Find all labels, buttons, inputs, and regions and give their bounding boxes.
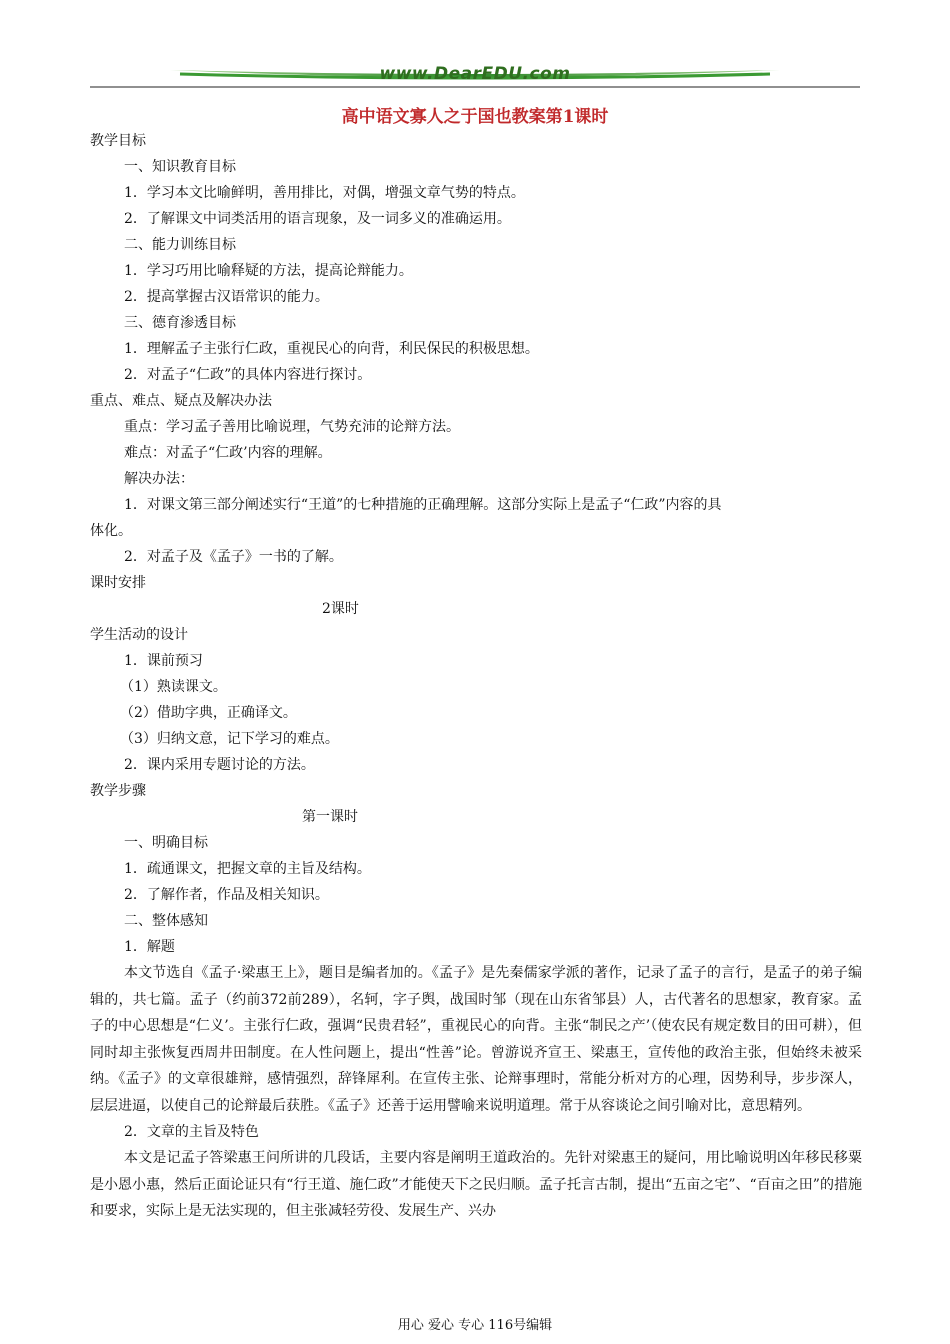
section-heading: 2．文章的主旨及特色 xyxy=(124,1124,259,1140)
text-line: 1．课前预习 xyxy=(124,653,203,669)
text-line: 1．学习本文比喻鲜明，善用排比，对偶，增强文章气势的特点。 xyxy=(124,185,525,201)
text-line: 重点、难点、疑点及解决办法 xyxy=(90,393,272,409)
text-line: 1．学习巧用比喻释疑的方法，提高论辩能力。 xyxy=(124,263,413,279)
text-line: 难点：对孟子“仁政’内容的理解。 xyxy=(124,445,332,461)
document-body xyxy=(90,128,862,1225)
text-line: （2）借助字典，正确译文。 xyxy=(120,705,297,721)
site-header xyxy=(90,62,860,92)
text-line: 三、德育渗透目标 xyxy=(124,315,236,331)
text-line: 1．解题 xyxy=(124,939,175,955)
text-line: 一、明确目标 xyxy=(124,835,208,851)
text-line: 2．对孟子及《孟子》一书的了解。 xyxy=(124,549,343,565)
paragraph-theme: 本文是记孟子答梁惠王问所讲的几段话，主要内容是阐明王道政治的。先针对梁惠王的疑问，用比喻说明凶年移民移粟是小恩小惠，然后正面论证只有“行王道、施仁政”才能使天下之民归顺。孟子托言古制，提出“五亩之宅”、“百亩之田”的措施和要求，实际上是无法实现的，但主张减轻劳役、发展生产、兴办 xyxy=(90,1150,862,1219)
text-line: （1）熟读课文。 xyxy=(120,679,227,695)
text-line: 课时安排 xyxy=(90,575,146,591)
text-line: （3）归纳文意，记下学习的难点。 xyxy=(120,731,339,747)
text-line: 二、能力训练目标 xyxy=(124,237,236,253)
text-line: 体化。 xyxy=(90,523,132,539)
paragraph-intro: 本文节选自《孟子·梁惠王上》，题目是编者加的。《孟子》是先秦儒家学派的著作，记录了孟子的言行，是孟子的弟子编辑的，共七篇。孟子（约前372前289），名轲，字子舆，战国时邹（现在山东省邹县）人，古代著名的思想家，教育家。孟子的中心思想是“仁义’。主张行仁政，强调“民贵君轻”，重视民心的向背。主张“制民之产’（使农民有规定数目的田可耕），但同时却主张恢复西周井田制度。在人性问题上，提出“性善”论。曾游说齐宣王、梁惠王，宣传他的政治主张，但始终未被采纳。《孟子》的文章很雄辩，感情强烈，辞锋犀利。在宣传主张、论辩事理时，常能分析对方的心理，因势利导，步步深人，层层进逼，以使自己的论辩最后获胜。《孟子》还善于运用譬喻来说明道理。常于从容谈论之间引喻对比，意思精列。 xyxy=(90,965,862,1114)
text-line: 2课时 xyxy=(322,601,359,617)
text-line: 教学步骤 xyxy=(90,783,146,799)
document-title: 高中语文寡人之于国也教案第1课时 xyxy=(341,107,609,127)
outline-lines xyxy=(90,128,862,960)
text-line: 解决办法： xyxy=(124,471,194,487)
text-line: 学生活动的设计 xyxy=(90,627,188,643)
text-line: 第一课时 xyxy=(302,809,358,825)
text-line: 2．了解课文中词类活用的语言现象，及一词多义的准确运用。 xyxy=(124,211,511,227)
site-logo[interactable]: www.DearEDU.com xyxy=(379,64,571,84)
text-line: 2．了解作者，作品及相关知识。 xyxy=(124,887,329,903)
page-footer: 用心 爱心 专心 116号编辑 xyxy=(397,1318,553,1333)
text-line: 2．课内采用专题讨论的方法。 xyxy=(124,757,315,773)
text-line: 1．疏通课文，把握文章的主旨及结构。 xyxy=(124,861,371,877)
text-line: 1．理解孟子主张行仁政，重视民心的向背，利民保民的积极思想。 xyxy=(124,341,539,357)
text-line: 2．对孟子“仁政”的具体内容进行探讨。 xyxy=(124,367,372,383)
text-line: 一、知识教育目标 xyxy=(124,159,236,175)
text-line: 1．对课文第三部分阐述实行“王道”的七种措施的正确理解。这部分实际上是孟子“仁政”内容的具 xyxy=(124,497,722,513)
text-line: 重点：学习孟子善用比喻说理，气势充沛的论辩方法。 xyxy=(124,419,460,435)
text-line: 教学目标 xyxy=(90,133,146,149)
text-line: 二、整体感知 xyxy=(124,913,208,929)
text-line: 2．提高掌握古汉语常识的能力。 xyxy=(124,289,329,305)
